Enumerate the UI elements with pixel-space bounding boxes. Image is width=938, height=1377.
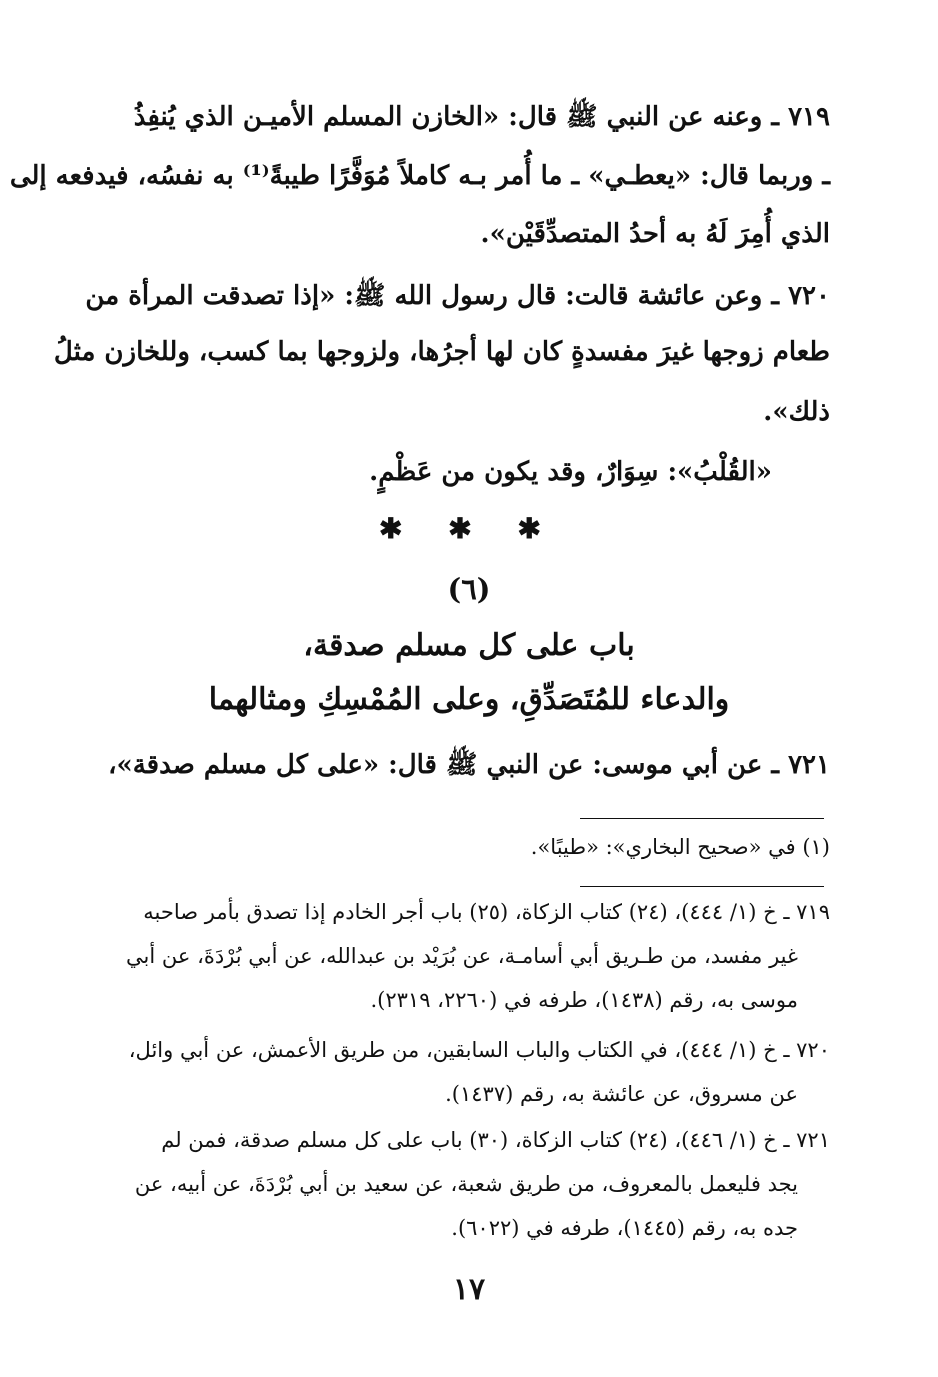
- chapter-title-line-2: والدعاء للمُتَصَدِّقِ، وعلى المُمْسِكِ ومثالهما: [208, 682, 730, 717]
- references-rule: [580, 886, 824, 887]
- reference-719-line-2: غير مفسد، من طـريق أبي أسامـة، عن بُرَيْد بن عبدالله، عن أبي بُرْدَةَ، عن أبي: [126, 944, 798, 968]
- hadith-720-line-3: ذلك».: [763, 397, 830, 427]
- chapter-number: (٦): [447, 572, 491, 606]
- hadith-719-line-2: ـ وربما قال: «يعطـي» ـ ما أُمر بـه كاملاً مُوَفَّرًا طيبةً⁽¹⁾ به نفسُه، فيدفعه إلى: [9, 161, 830, 191]
- section-separator: ✱ ✱ ✱: [379, 512, 559, 545]
- chapter-title-line-1: باب على كل مسلم صدقة،: [303, 628, 635, 663]
- reference-721-line-2: يجد فليعمل بالمعروف، من طريق شعبة، عن سعيد بن أبي بُرْدَةَ، عن أبيه، عن: [134, 1172, 798, 1196]
- page-number: ١٧: [452, 1272, 486, 1307]
- reference-719-line-1: ٧١٩ ـ خ (١/ ٤٤٤)، (٢٤) كتاب الزكاة، (٢٥) باب أجر الخادم إذا تصدق بأمر صاحبه: [143, 900, 830, 924]
- reference-720-line-2: عن مسروق، عن عائشة به، رقم (١٤٣٧).: [445, 1082, 798, 1106]
- reference-720-line-1: ٧٢٠ ـ خ (١/ ٤٤٤)، في الكتاب والباب السابقين، من طريق الأعمش، عن أبي وائل،: [128, 1038, 830, 1062]
- gloss-note: «القُلْبُ»: سِوَارٌ، وقد يكون من عَظْمٍ.: [369, 457, 772, 487]
- footnote-rule: [580, 818, 824, 819]
- hadith-719-line-3: الذي أُمِرَ لَهُ به أحدُ المتصدِّقَيْن».: [480, 219, 830, 249]
- hadith-720-line-2: طعام زوجها غيرَ مفسدةٍ كان لها أجرُها، ولزوجها بما كسب، وللخازن مثلُ: [53, 337, 830, 367]
- reference-721-line-3: جده به، رقم (١٤٤٥)، طرفه في (٦٠٢٢).: [451, 1216, 798, 1240]
- reference-721-line-1: ٧٢١ ـ خ (١/ ٤٤٦)، (٢٤) كتاب الزكاة، (٣٠) باب على كل مسلم صدقة، فمن لم: [161, 1128, 830, 1152]
- hadith-719-line-1: ٧١٩ ـ وعنه عن النبي ﷺ قال: «الخازن المسلم الأميـن الذي يُنفِذُ: [133, 102, 830, 132]
- hadith-720-line-1: ٧٢٠ ـ وعن عائشة قالت: قال رسول الله ﷺ: «إذا تصدقت المرأة من: [85, 281, 830, 311]
- reference-719-line-3: موسى به، رقم (١٤٣٨)، طرفه في (٢٢٦٠، ٢٣١٩).: [370, 988, 798, 1012]
- footnote-1: (١) في «صحيح البخاري»: «طيبًا».: [530, 835, 830, 859]
- hadith-721-line-1: ٧٢١ ـ عن أبي موسى: عن النبي ﷺ قال: «على كل مسلم صدقة»،: [108, 750, 830, 780]
